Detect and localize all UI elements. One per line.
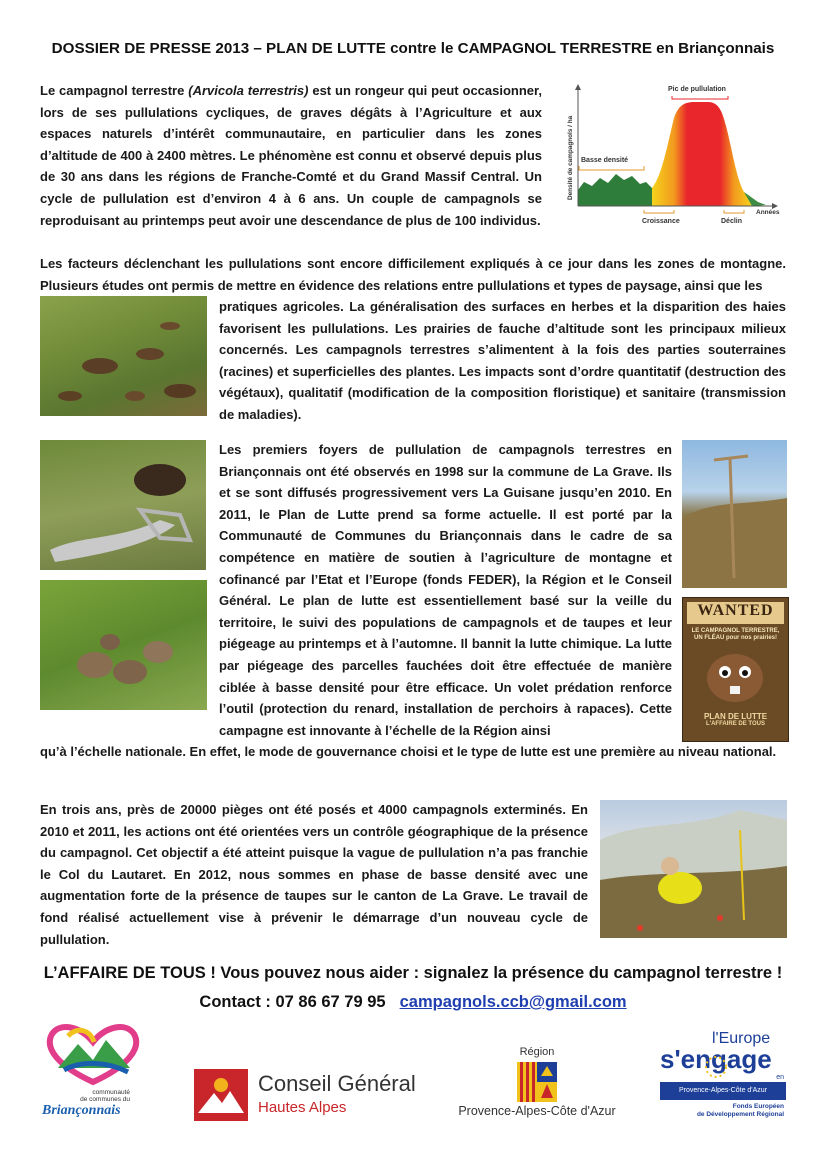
ccb-line1: communauté [92, 1089, 130, 1096]
vole-trap-photo [40, 440, 206, 570]
conseil-general-logo [194, 1067, 434, 1123]
region-paca-logo [456, 1046, 618, 1126]
chart-xlabel: Années [756, 209, 780, 216]
factors-paragraph-full: Les facteurs déclenchant les pullulations sont encore difficilement expliqués à ce jour dans les zones de montagne. Plusieurs études ont permis de mettre en évidence des relations entre pullulations et types de paysage, ainsi que les [40, 256, 786, 293]
region-flag-icon [517, 1062, 557, 1102]
intro-rest: est un rongeur qui peut occasionner, lors de ses pullulations cycliques, de graves dégâts à l’Agriculture et aux espaces naturels d’intérêt communautaire, en particulier dans les zones d’altitude de 400 à 2400 mètres. Le phénomène est connu et observé depuis plus de 30 ans dans les régions de Franche-Comté et du Grand Massif Central. Un cycle de pullulation est d’environ 4 à 6 ans. Un couple de campagnols se reproduisant au printemps peut avoir une descendance de plus de 100 individus. [40, 83, 542, 228]
history-paragraph-full: qu’à l’échelle nationale. En effet, le mode de gouvernance choisi et le type de lutte est une première au niveau national. [40, 744, 777, 759]
eu-fund2: de Développement Régional [696, 1111, 784, 1118]
eu-en: en [776, 1074, 784, 1081]
poster-affaire: L'AFFAIRE DE TOUS [706, 721, 765, 727]
region-name: Provence-Alpes-Côte d'Azur [458, 1104, 616, 1118]
eu-region: Provence-Alpes-Côte d'Azur [660, 1082, 786, 1100]
wanted-poster [682, 597, 789, 742]
raptor-perch-photo [682, 440, 787, 588]
ccb-name: Briançonnais [42, 1103, 121, 1118]
pullulation-cycle-chart [562, 82, 784, 244]
intro-lead: Le campagnol terrestre [40, 83, 189, 98]
eu-stars-icon [696, 1054, 736, 1080]
poster-sub: LE CAMPAGNOL TERRESTRE, UN FLÉAU pour nos prairies! [691, 628, 780, 641]
label-peak: Pic de pullulation [668, 86, 726, 93]
poster-wanted: WANTED [687, 602, 784, 624]
label-low-density: Basse densité [581, 157, 629, 164]
contact-email-link[interactable]: campagnols.ccb@gmail.com [399, 993, 627, 1011]
poster-plan: PLAN DE LUTTE [703, 712, 768, 721]
contact-phone: Contact : 07 86 67 79 95 [199, 993, 386, 1011]
cg-sub: Hautes Alpes [258, 1099, 347, 1116]
cg-name: Conseil Général [258, 1071, 416, 1096]
cg-mountain-icon [194, 1069, 248, 1121]
intro-paragraph [40, 80, 542, 231]
europe-feder-logo [660, 1030, 786, 1128]
contact-line [0, 993, 826, 1012]
chart-ylabel: Densité de campagnols / ha [567, 115, 574, 200]
eu-engage: s'engage [660, 1044, 772, 1074]
ccb-line2: de communes du [80, 1096, 130, 1103]
region-top: Région [519, 1046, 555, 1058]
ccb-logo [38, 1020, 148, 1130]
voles-in-grass-photo [40, 580, 207, 710]
ccb-heart-icon [38, 1020, 148, 1090]
page-title: DOSSIER DE PRESSE 2013 – PLAN DE LUTTE contre le CAMPAGNOL TERRESTRE en Briançonnais [51, 40, 775, 57]
meadow-mounds-photo [40, 296, 207, 416]
label-growth: Croissance [642, 218, 680, 225]
eu-fund1: Fonds Européen [732, 1103, 784, 1110]
eu-top: l'Europe [712, 1030, 771, 1047]
label-decline: Déclin [721, 218, 743, 225]
history-paragraph-wrap: Les premiers foyers de pullulation de campagnols terrestres en Briançonnais ont été observés en 1998 sur la commune de La Grave. Ils et se sont diffusés progressivement vers La Guisane jusqu’en 2010. En 2011, le Plan de Lutte prend sa forme actuelle. Il est porté par la Communauté de Communes du Briançonnais dans le cadre de sa compétence en matière de soutien à l’agriculture de montagne et cofinancé par l’Etat et l’Europe (fonds FEDER), la Région et le Conseil Général. Le plan de lutte est essentiellement basé sur la veille du territoire, le suivi des populations de campagnols et de taupes et leur piégeage au printemps et à l’automne. Il bannit la lutte chimique. La lutte par piégeage des parcelles fauchées doit être effectuée de manière ciblée à basse densité pour être efficace. Un volet prédation renforce l’outil (protection du renard, installation de perchoirs à rapaces). Cette campagne est innovante à l’échelle de la Région ainsi [219, 442, 672, 738]
field-trapping-photo [600, 800, 787, 938]
results-paragraph: En trois ans, près de 20000 pièges ont été posés et 4000 campagnols exterminés. En 2010 et 2011, les actions ont été orientées vers un contrôle géographique de la présence du campagnol. Cet objectif a été atteint puisque la vague de pullulation n’a pas franchie le Col du Lautaret. En 2012, nous sommes en phase de basse densité avec une augmentation forte de la présence de taupes sur le canton de La Grave. Le travail de fond réalisé actuellement vise à prévenir le démarrage d’un nouveau cycle de pullulation. [40, 802, 588, 947]
intro-species: (Arvicola terrestris) [188, 83, 309, 98]
call-to-action: L’AFFAIRE DE TOUS ! Vous pouvez nous aider : signalez la présence du campagnol terrestre ! [43, 964, 783, 982]
factors-paragraph-wrap: pratiques agricoles. La généralisation des surfaces en herbes et la disparition des haies favorisent les pullulations. Les prairies de fauche d’altitude sont les principaux milieux concernés. Les campagnols terrestres s’alimentent à la fois des parties souterraines (racines) et superficielles des plantes. Les impacts sont d’ordre quantitatif (destruction des végétaux), qualitatif (modification de la composition floristique) et sanitaire (transmission de maladies). [219, 299, 786, 422]
